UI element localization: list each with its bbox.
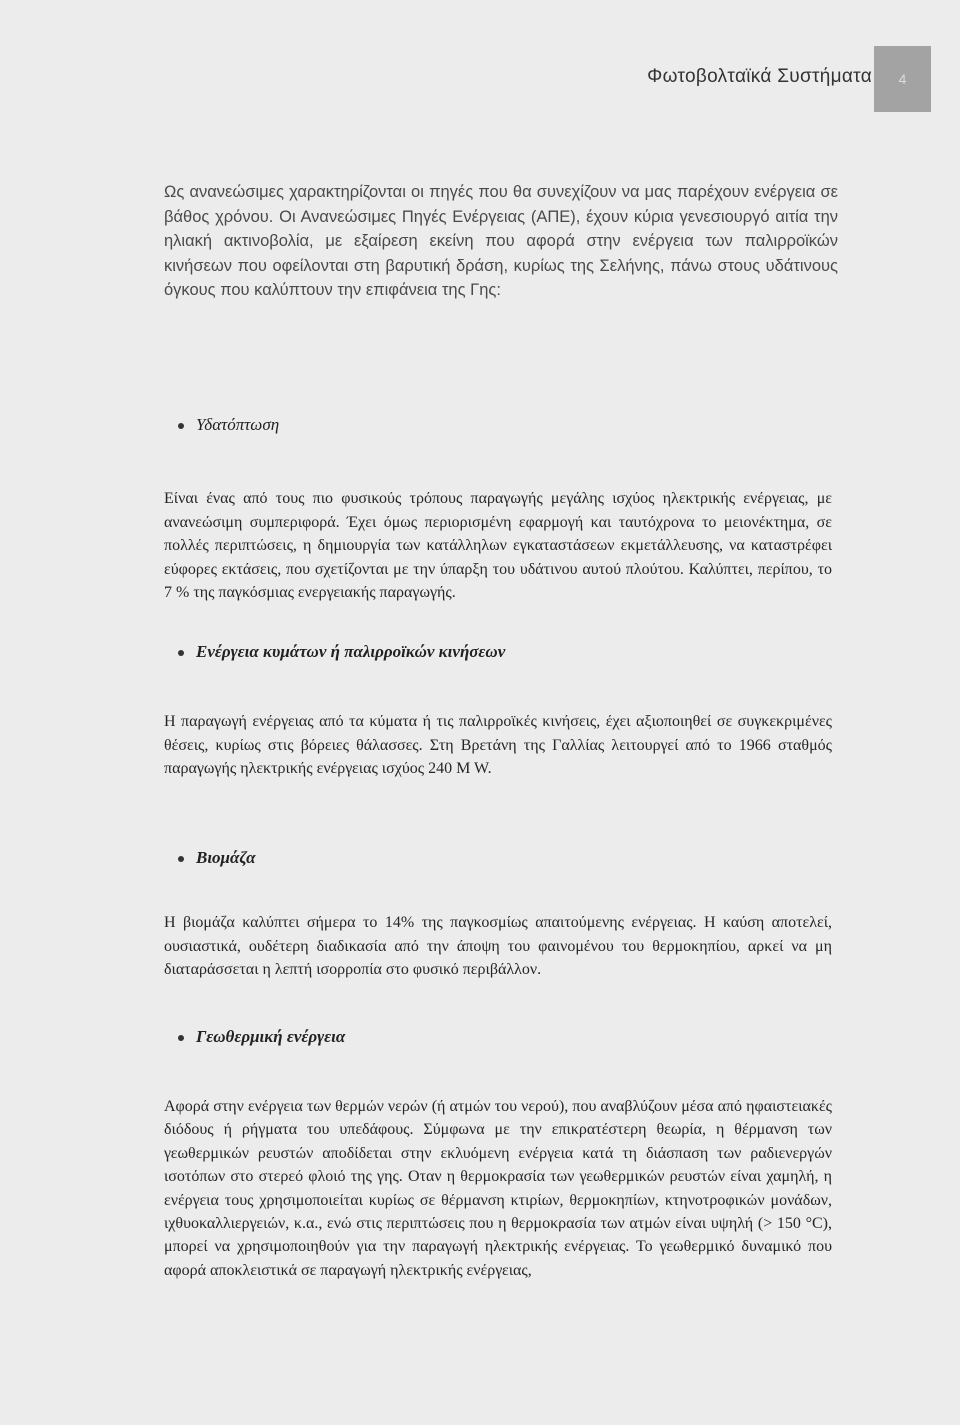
- section-paragraph-waves: Η παραγωγή ενέργειας από τα κύματα ή τις παλιρροϊκές κινήσεις, έχει αξιοποιηθεί σε συγκεκριμένες θέσεις, κυρίως στις βόρειες θάλασσες. Στη Βρετάνη της Γαλλίας λειτουργεί από το 1966 σταθμός παραγωγής ηλεκτρικής ενέργειας ισχύος 240 M W.: [164, 713, 832, 778]
- heading-label: Γεωθερμική ενέργεια: [196, 1027, 346, 1046]
- section-heading-hydro: [196, 415, 279, 435]
- section-heading-waves: [196, 642, 505, 662]
- bullet-icon: [178, 856, 184, 862]
- section-heading-geothermal: [196, 1027, 345, 1047]
- section-paragraph-biomass: Η βιομάζα καλύπτει σήμερα το 14% της παγκοσμίως απαιτούμενης ενέργειας. Η καύση αποτελεί, ουσιαστικά, ουδέτερη διαδικασία από την άποψη του φαινομένου του θερμοκηπίου, αρκεί να μη διαταράσσεται η λεπτή ισορροπία στο φυσικό περιβάλλον.: [164, 914, 832, 979]
- bullet-icon: [178, 423, 184, 429]
- heading-label: Ενέργεια κυμάτων ή παλιρροϊκών κινήσεων: [196, 642, 506, 661]
- intro-paragraph: Ως ανανεώσιμες χαρακτηρίζονται οι πηγές που θα συνεχίζουν να μας παρέχουν ενέργεια σε βάθος χρόνου. Οι Ανανεώσιμες Πηγές Ενέργειας (ΑΠΕ), έχουν κύρια γενεσιουργό αιτία την ηλιακή ακτινοβολία, με εξαίρεση εκείνη που αφορά στην ενέργεια των παλιρροϊκών κινήσεων που οφείλονται στη βαρυτική δράση, κυρίως της Σελήνης, πάνω στους υδάτινους όγκους που καλύπτουν την επιφάνεια της Γης:: [164, 183, 838, 299]
- bullet-icon: [178, 650, 184, 656]
- running-header-title: Φωτοβολταϊκά Συστήματα: [647, 66, 872, 87]
- section-paragraph-hydro: Είναι ένας από τους πιο φυσικούς τρόπους παραγωγής μεγάλης ισχύος ηλεκτρικής ενέργειας, με ανανεώσιμη συμπεριφορά. Έχει όμως περιορισμένη εφαρμογή και ταυτόχρονα το μειονέκτημα, σε πολλές περιπτώσεις, η δημιουργία των κατάλληλων εγκαταστάσεων εκμετάλλευσης, να καταστρέφει εύφορες εκτάσεις, που σχετίζονται με την ύπαρξη του υδάτινου αυτού πλούτου. Καλύπτει, περίπου, το 7 % της παγκόσμιας ενεργειακής παραγωγής.: [164, 490, 832, 602]
- heading-label: Βιομάζα: [196, 848, 256, 867]
- section-paragraph-geothermal: Αφορά στην ενέργεια των θερμών νερών (ή ατμών του νερού), που αναβλύζουν μέσα από ηφαιστειακές διόδους ή ρήγματα του υπεδάφους. Σύμφωνα με την επικρατέστερη θεωρία, η θέρμανση των γεωθερμικών ρευστών αποδίδεται στην εκλυόμενη ενέργεια κατά τη διάσπαση των ραδιενεργών ισοτόπων στο στερεό φλοιό της γης. Οταν η θερμοκρασία των γεωθερμικών ρευστών είναι χαμηλή, η ενέργεια τους χρησιμοποιείται κυρίως σε θέρμανση κτιρίων, θερμοκηπίων, κτηνοτροφικών μονάδων, ιχθυοκαλλιεργειών, κ.α., ενώ στις περιπτώσεις που η θερμοκρασία των ατμών είναι υψηλή (> 150 °C), μπορεί να χρησιμοποιηθούν για την παραγωγή ηλεκτρικής ενέργειας. Το γεωθερμικό δυναμικό που αφορά αποκλειστικά σε παραγωγή ηλεκτρικής ενέργειας,: [164, 1098, 832, 1279]
- section-heading-biomass: [196, 848, 255, 868]
- heading-label: Υδατόπτωση: [196, 415, 280, 434]
- bullet-icon: [178, 1035, 184, 1041]
- page-number: 4: [874, 46, 931, 112]
